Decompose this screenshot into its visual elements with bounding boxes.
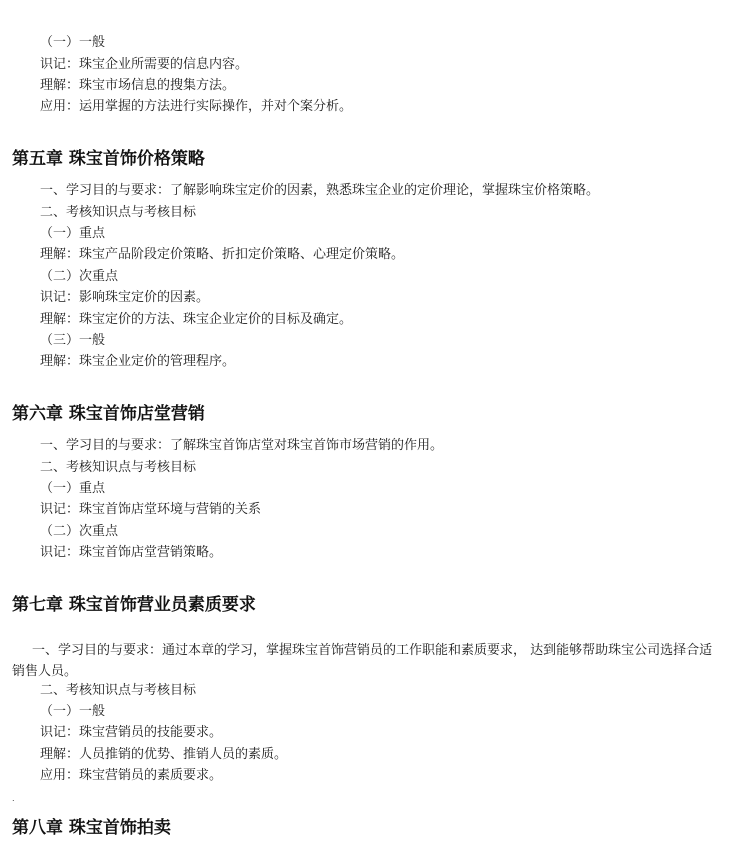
ch7-assessment: 二、考核知识点与考核目标 [40, 683, 197, 698]
ch6-assessment: 二、考核知识点与考核目标 [40, 460, 197, 475]
ch4-general-label: （一）一般 [40, 35, 106, 50]
ch5-key-understand: 理解：珠宝产品阶段定价策略、折扣定价策略、心理定价策略。 [40, 247, 405, 262]
ch7-objective: 一、学习目的与要求：通过本章的学习，掌握珠宝首饰营销员的工作职能和素质要求， 达到能够帮助珠宝公司选择合适销售人员。 [12, 643, 713, 679]
ch6-key-memorize: 识记：珠宝首饰店堂环境与营销的关系 [40, 502, 262, 517]
ch7-understand: 理解：人员推销的优势、推销人员的素质。 [40, 747, 288, 762]
ch5-assessment: 二、考核知识点与考核目标 [40, 205, 197, 220]
chapter-7-title: 第七章 珠宝首饰营业员素质要求 [12, 595, 256, 615]
chapter-5-title: 第五章 珠宝首饰价格策略 [12, 149, 205, 169]
chapter-6-title: 第六章 珠宝首饰店堂营销 [12, 404, 205, 424]
ch5-key-label: （一）重点 [40, 226, 106, 241]
ch4-apply-text: 应用：运用掌握的方法进行实际操作，并对个案分析。 [40, 99, 353, 114]
ch5-general-understand: 理解：珠宝企业定价的管理程序。 [40, 354, 236, 369]
ch6-key-label: （一）重点 [40, 481, 106, 496]
ch7-memorize: 识记：珠宝营销员的技能要求。 [40, 725, 223, 740]
ch5-secondary-memorize: 识记：影响珠宝定价的因素。 [40, 290, 210, 305]
ch7-general-label: （一）一般 [40, 704, 106, 719]
ch4-understand-text: 理解：珠宝市场信息的搜集方法。 [40, 78, 236, 93]
ch5-secondary-label: （二）次重点 [40, 269, 119, 284]
ch6-secondary-memorize: 识记：珠宝首饰店堂营销策略。 [40, 545, 223, 560]
ch6-secondary-label: （二）次重点 [40, 524, 119, 539]
ch4-memorize-text: 识记：珠宝企业所需要的信息内容。 [40, 57, 249, 72]
stray-dot: . [12, 794, 15, 803]
ch7-apply: 应用：珠宝营销员的素质要求。 [40, 768, 223, 783]
ch6-objective: 一、学习目的与要求：了解珠宝首饰店堂对珠宝首饰市场营销的作用。 [40, 438, 444, 453]
ch5-general-label: （三）一般 [40, 333, 106, 348]
ch5-objective: 一、学习目的与要求：了解影响珠宝定价的因素，熟悉珠宝企业的定价理论，掌握珠宝价格策略。 [40, 183, 600, 198]
ch5-secondary-understand: 理解：珠宝定价的方法、珠宝企业定价的目标及确定。 [40, 312, 353, 327]
chapter-8-title: 第八章 珠宝首饰拍卖 [12, 818, 171, 838]
